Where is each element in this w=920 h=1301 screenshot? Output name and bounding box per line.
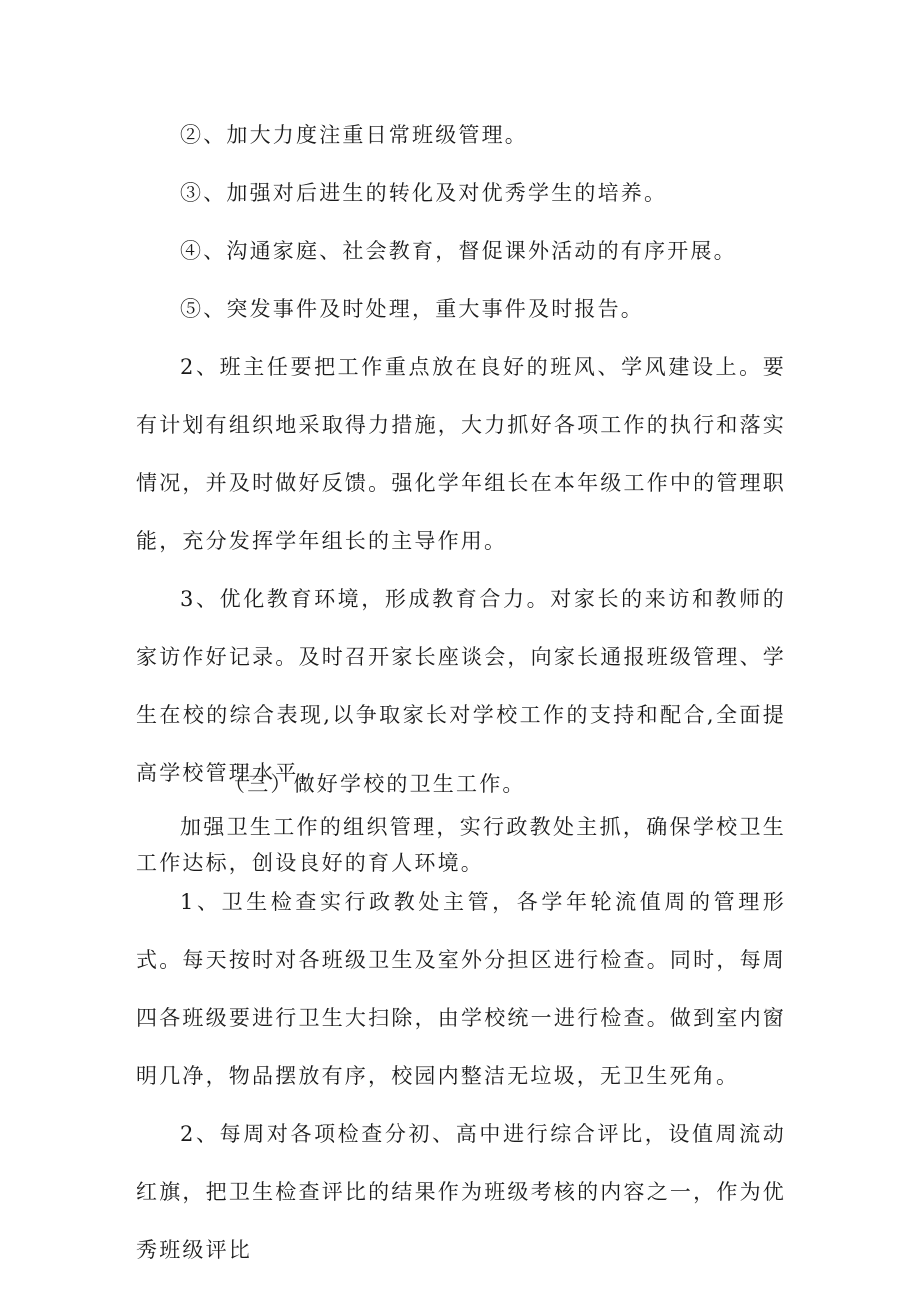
paragraph-item-3: ③、加强对后进生的转化及对优秀学生的培养。: [180, 181, 668, 205]
paragraph-class-style: 2、班主任要把工作重点放在良好的班风、学风建设上。要有计划有组织地采取得力措施，大力抓好各项工作的执行和落实情况，并及时做好反馈。强化学年组长在本年级工作中的管理职能，充分发挥学年组长的主导作用。: [136, 355, 786, 553]
paragraph-weekly-evaluation: 2、每周对各项检查分初、高中进行综合评比，设值周流动红旗，把卫生检查评比的结果作为班级考核的内容之一，作为优秀班级评比: [136, 1122, 786, 1262]
paragraph-item-4: ④、沟通家庭、社会教育，督促课外活动的有序开展。: [180, 239, 737, 263]
paragraph-education-environment: 3、优化教育环境，形成教育合力。对家长的来访和教师的家访作好记录。及时召开家长座谈会，向家长通报班级管理、学生在校的综合表现,以争取家长对学校工作的支持和配合,全面提高学校管理水平。: [136, 587, 786, 785]
paragraph-item-2: ②、加大力度注重日常班级管理。: [180, 123, 528, 147]
paragraph-hygiene-intro: 加强卫生工作的组织管理，实行政教处主抓，确保学校卫生工作达标，创设良好的育人环境。: [136, 815, 786, 875]
paragraph-hygiene-inspection: 1、卫生检查实行政教处主管，各学年轮流值周的管理形式。每天按时对各班级卫生及室外分担区进行检查。同时，每周四各班级要进行卫生大扫除，由学校统一进行检查。做到室内窗明几净，物品摆放有序，校园内整洁无垃圾，无卫生死角。: [136, 890, 786, 1088]
section-heading-hygiene: （三）做好学校的卫生工作。: [224, 772, 526, 796]
paragraph-item-5: ⑤、突发事件及时处理，重大事件及时报告。: [180, 297, 644, 321]
